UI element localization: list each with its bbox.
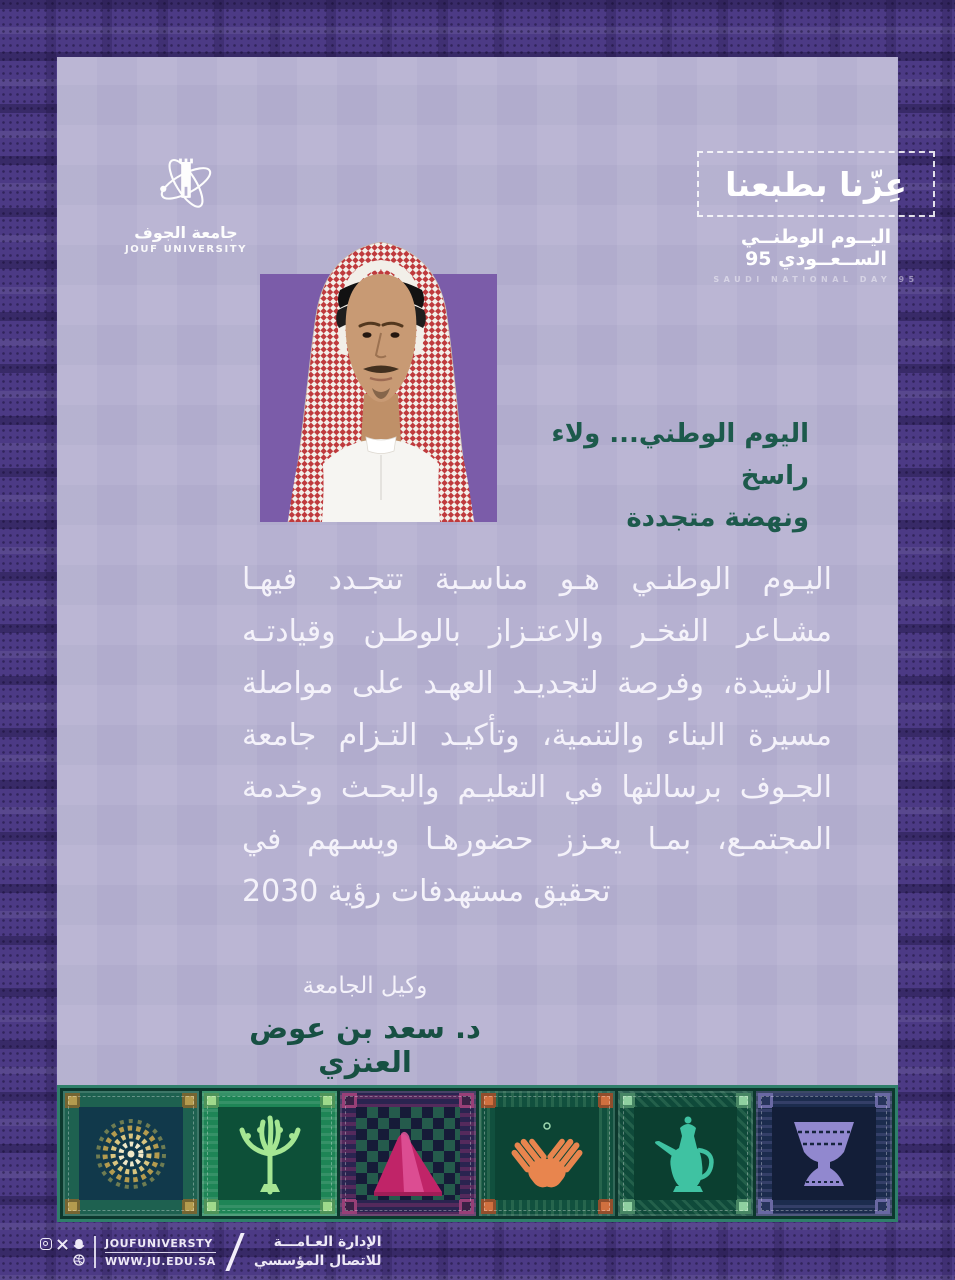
body-line: الجـوف برسالتها في التعليـم والبحـث وخدمة [242,770,832,805]
tile-corner [875,1199,890,1214]
tile-corner [598,1093,613,1108]
instagram-icon [40,1238,52,1250]
tile-motif-area [634,1107,738,1200]
tile-corner [620,1093,635,1108]
tile-corner [459,1093,474,1108]
tile-clay-vessel [756,1091,892,1216]
university-logo [121,145,251,255]
tile-motif-area [79,1107,183,1200]
website-icon [73,1254,85,1266]
body-line: اليـوم الوطنـي هـو مناسـبة تتجـدد فيهـا [242,562,832,597]
headline-line-1: اليوم الوطني... ولاء راسخ [551,419,809,491]
mountain-icon [368,1112,448,1196]
signature-title: وكيل الجامعة [302,973,428,999]
tile-motif-area [495,1107,599,1200]
official-portrait [260,274,497,522]
national-day-slogan: عِزّنا بطبعنا [725,164,907,204]
social-icons [40,1238,85,1266]
social-icons-row-1 [40,1238,85,1250]
national-day-title-arabic: اليــوم الوطنــي الســعــودي 95 [740,226,892,270]
slash-divider [225,1233,244,1271]
clay-vessel-icon [784,1112,864,1196]
tile-corner [342,1199,357,1214]
tile-corner [320,1093,335,1108]
national-day-title-english: SAUDI NATIONAL DAY 95 [713,275,919,284]
tile-corner [342,1093,357,1108]
headline-line-2: ونهضة متجددة [626,503,809,533]
footer-divider [94,1236,96,1268]
portrait-illustration [260,238,497,522]
tile-corner [182,1093,197,1108]
tile-motif-area [218,1107,322,1200]
heritage-band [57,1085,898,1222]
tile-corner [204,1093,219,1108]
tile-spiral-sunburst [63,1091,199,1216]
snapchat-icon [73,1238,85,1250]
social-handle: JOUFUNIVERSTY [105,1237,216,1253]
tile-corner [182,1199,197,1214]
tile-corner [758,1199,773,1214]
tile-corner [736,1093,751,1108]
tile-mountain [340,1091,476,1216]
body-line: تحقيق مستهدفات رؤية 2030 [242,874,611,909]
tile-corner [204,1199,219,1214]
tile-corner [736,1199,751,1214]
slogan-frame [697,151,935,217]
department-block [254,1233,382,1271]
contact-block [105,1237,216,1268]
signature-name: د. سعد بن عوض العنزي [249,1011,481,1079]
body-line: الرشيدة، وفرصة لتجديـد العهـد على مواصلة [242,666,832,701]
dallah-coffee-pot-icon [648,1112,724,1196]
x-icon [57,1239,68,1250]
tile-corner [320,1199,335,1214]
tile-corner [598,1199,613,1214]
body-line: المجتمـع، بمـا يعـزز حضورهـا ويسـهم في [242,822,832,857]
tile-motif-area [356,1107,460,1200]
tile-corner [459,1199,474,1214]
tile-dallah-coffee-pot [618,1091,754,1216]
headline [497,413,809,539]
tile-corner [481,1093,496,1108]
content-panel [57,57,919,1085]
body-line: مشـاعر الفخـر والاعتـزاز بالوطـن وقيادتـه [242,614,832,649]
national-day-logo [697,151,935,284]
website-url: WWW.JU.EDU.SA [105,1254,216,1268]
tile-corner [758,1093,773,1108]
university-name-english: JOUF UNIVERSITY [124,244,248,255]
palm-tree-icon [232,1112,308,1196]
university-atom-tower-icon [155,145,217,219]
tile-corner [481,1199,496,1214]
social-icons-row-2 [73,1254,85,1266]
tile-corner [620,1199,635,1214]
spiral-sunburst-icon [91,1114,171,1194]
footer-bar [40,1231,382,1273]
university-name-arabic: جامعة الجوف [134,223,238,242]
department-line-2: للاتصال المؤسسي [253,1253,382,1269]
tile-motif-area [772,1107,876,1200]
signature-block [215,973,515,1079]
message-body [242,554,832,918]
tile-crossed-hands [479,1091,615,1216]
body-line: مسيرة البناء والتنمية، وتأكيـد التـزام جامعة [242,718,832,753]
tile-corner [65,1199,80,1214]
tile-palm-tree [202,1091,338,1216]
tile-corner [875,1093,890,1108]
department-line-1: الإدارة العـامـــة [273,1234,382,1250]
tile-corner [65,1093,80,1108]
crossed-hands-icon [505,1112,589,1196]
